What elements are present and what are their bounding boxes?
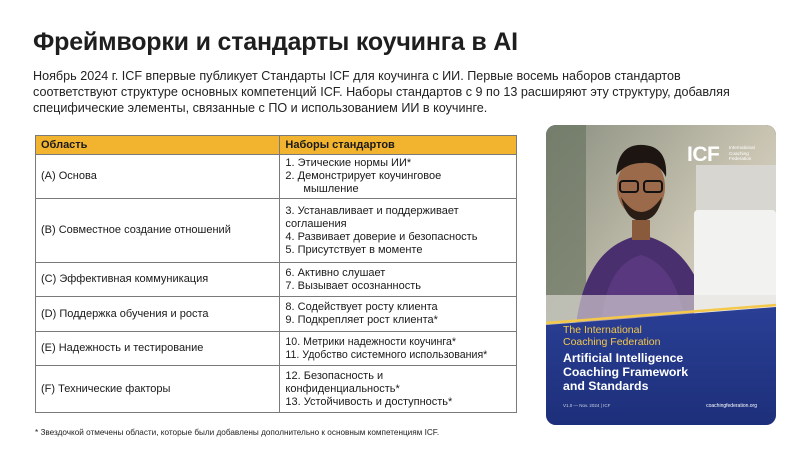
footnote: * Звездочкой отмечены области, которые были добавлены дополнительно к основным компетенциям ICF. <box>35 428 440 437</box>
sets-cell <box>280 297 517 332</box>
table-row <box>36 155 517 199</box>
table-row <box>36 332 517 366</box>
cover-title <box>563 351 688 393</box>
logo-caption-line: Federation <box>729 156 752 161</box>
sets-cell <box>280 263 517 297</box>
table-row <box>36 366 517 413</box>
set-item: мышление <box>303 183 359 195</box>
sets-cell <box>280 332 517 366</box>
table-header-row <box>36 136 517 155</box>
cover-subtitle-line: The International <box>563 324 642 336</box>
cover-title-line: Coaching Framework <box>563 365 689 379</box>
area-cell: (F) Технические факторы <box>36 366 280 413</box>
report-cover-image <box>546 125 776 425</box>
area-cell: (C) Эффективная коммуникация <box>36 263 280 297</box>
logo-caption-line: Coaching <box>729 150 749 156</box>
cover-url: coachingfederation.org <box>706 403 757 409</box>
set-item: 4. Развивает доверие и безопасность <box>285 230 478 243</box>
area-cell: (B) Совместное создание отношений <box>36 199 280 263</box>
set-item: 10. Метрики надежности коучинга* <box>285 335 457 348</box>
icf-logo-caption <box>729 145 773 162</box>
set-item: 6. Активно слушает <box>285 266 386 279</box>
cover-title-line: Artificial Intelligence <box>563 351 684 365</box>
area-cell: (E) Надежность и тестирование <box>36 332 280 366</box>
icf-logo: ICF <box>687 143 720 166</box>
sets-cell <box>280 366 517 413</box>
table-row <box>36 263 517 297</box>
page-title: Фреймворки и стандарты коучинга в AI <box>33 28 518 56</box>
set-item: 11. Удобство системного использования* <box>285 348 488 361</box>
cover-version: V1.0 — Nov. 2024 | ICF <box>563 403 611 408</box>
set-item: соглашения <box>285 217 347 230</box>
set-item: 3. Устанавливает и поддерживает <box>285 204 459 217</box>
cover-title-line: and Standards <box>563 379 649 393</box>
logo-caption-line: International <box>729 145 755 150</box>
sets-cell <box>280 199 517 263</box>
set-item: конфиденциальность* <box>285 382 400 395</box>
set-item: 9. Подкрепляет рост клиента* <box>285 314 438 326</box>
area-cell: (A) Основа <box>36 155 280 199</box>
set-item: 12. Безопасность и <box>285 369 384 382</box>
cover-subtitle-line: Coaching Federation <box>563 336 661 348</box>
set-item: 13. Устойчивость и доступность* <box>285 395 453 408</box>
intro-paragraph: Ноябрь 2024 г. ICF впервые публикует Стандарты ICF для коучинга с ИИ. Первые восемь наборов стандартов соответствуют структуре основных компетенций ICF. Наборы стандартов с 9 по 13 расширяют эту структуру, добавляя специфические элементы, связанные с ПО и использованием ИИ в коучинге. <box>33 69 730 115</box>
table-row <box>36 297 517 332</box>
set-item: 8. Содействует росту клиента <box>285 301 438 313</box>
set-item: 7. Вызывает осознанность <box>285 279 422 292</box>
cover-subtitle <box>563 324 660 348</box>
header-sets: Наборы стандартов <box>280 136 517 155</box>
header-area: Область <box>36 136 280 155</box>
set-item: 1. Этические нормы ИИ* <box>285 157 412 169</box>
set-item: 2. Демонстрирует коучинговое <box>285 170 442 182</box>
table-row <box>36 199 517 263</box>
sets-cell <box>280 155 517 199</box>
set-item: 5. Присутствует в моменте <box>285 243 423 256</box>
area-cell: (D) Поддержка обучения и роста <box>36 297 280 332</box>
standards-table <box>35 135 517 413</box>
